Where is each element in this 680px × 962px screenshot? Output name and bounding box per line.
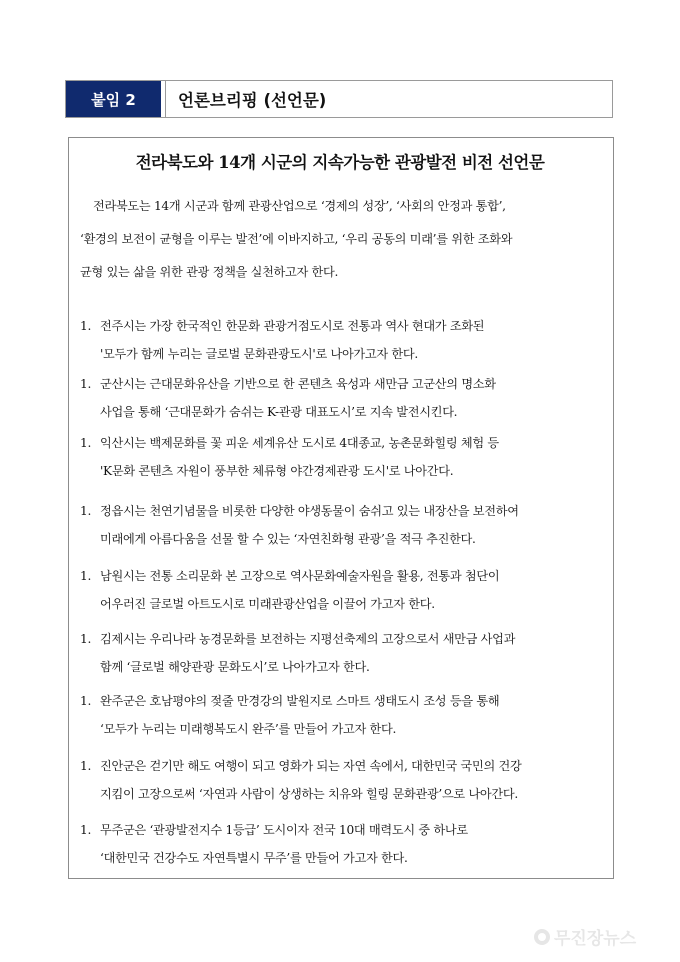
- item-line: 군산시는 근대문화유산을 기반으로 한 콘텐츠 육성과 새만금 고군산의 명소화: [100, 377, 496, 391]
- declaration-item-gimje: [80, 630, 610, 674]
- item-number: 1.: [80, 319, 92, 333]
- item-number: 1.: [80, 569, 92, 583]
- item-line: 완주군은 호남평야의 젖줄 만경강의 발원지로 스마트 생태도시 조성 등을 통해: [100, 694, 500, 708]
- item-number: 1.: [80, 436, 92, 450]
- news-watermark: [534, 924, 636, 949]
- item-line: ‘대한민국 건강수도 자연특별시 무주’를 만들어 가고자 한다.: [100, 851, 408, 865]
- item-line: 진안군은 걷기만 해도 여행이 되고 영화가 되는 자연 속에서, 대한민국 국민의 건강: [100, 759, 522, 773]
- item-line: 남원시는 전통 소리문화 본 고장으로 역사문화예술자원을 활용, 전통과 첨단이: [100, 569, 500, 583]
- declaration-item-jeongeup: [80, 502, 610, 546]
- item-number: 1.: [80, 377, 92, 391]
- item-number: 1.: [80, 504, 92, 518]
- declaration-item-wanju: [80, 692, 610, 736]
- intro-line: 전라북도는 14개 시군과 함께 관광산업으로 ‘경제의 성장’, ‘사회의 안정과 통합’,: [93, 199, 506, 213]
- item-line: 'K문화 콘텐츠 자원이 풍부한 체류형 야간경제관광 도시'로 나아간다.: [100, 464, 454, 478]
- item-number: 1.: [80, 632, 92, 646]
- item-number: 1.: [80, 694, 92, 708]
- intro-line: 균형 있는 삶을 위한 관광 정책을 실천하고자 한다.: [80, 265, 339, 279]
- item-line: 전주시는 가장 한국적인 한문화 관광거점도시로 전통과 역사 현대가 조화된: [100, 319, 485, 333]
- watermark-text: 무진장뉴스: [554, 929, 637, 949]
- declaration-item-jinan: [80, 757, 610, 801]
- document-title: 전라북도와 14개 시군의 지속가능한 관광발전 비전 선언문: [135, 153, 545, 172]
- item-line: '모두가 함께 누리는 글로벌 문화관광도시'로 나아가고자 한다.: [100, 347, 418, 361]
- intro-line: ‘환경의 보전이 균형을 이루는 발전’에 이바지하고, ‘우리 공동의 미래’를 위한 조화와: [80, 232, 513, 246]
- attachment-badge: 붙임 2: [66, 81, 161, 117]
- declaration-item-jeonju: [80, 317, 610, 361]
- item-number: 1.: [80, 823, 92, 837]
- declaration-item-muju: [80, 821, 610, 865]
- declaration-item-namwon: [80, 567, 610, 611]
- item-line: 미래에게 아름다움을 선물 할 수 있는 ‘자연친화형 관광’을 적극 추진한다.: [100, 532, 476, 546]
- item-line: ‘모두가 누리는 미래행복도시 완주’를 만들어 가고자 한다.: [100, 722, 397, 736]
- item-number: 1.: [80, 759, 92, 773]
- mountain-logo-icon: [534, 929, 550, 945]
- item-line: 김제시는 우리나라 농경문화를 보전하는 지평선축제의 고장으로서 새만금 사업과: [100, 632, 516, 646]
- item-line: 함께 ‘글로벌 해양관광 문화도시’로 나아가고자 한다.: [100, 660, 370, 674]
- item-line: 사업을 통해 ‘근대문화가 숨쉬는 K-관광 대표도시’로 지속 발전시킨다.: [100, 405, 458, 419]
- item-line: 지킴이 고장으로써 ‘자연과 사람이 상생하는 치유와 힐링 문화관광’으로 나아간다.: [100, 787, 518, 801]
- attachment-header: [65, 80, 613, 118]
- item-line: 무주군은 ‘관광발전지수 1등급’ 도시이자 전국 10대 매력도시 중 하나로: [100, 823, 468, 837]
- item-line: 정읍시는 천연기념물을 비롯한 다양한 야생동물이 숨쉬고 있는 내장산을 보전하여: [100, 504, 519, 518]
- item-line: 어우러진 글로벌 아트도시로 미래관광산업을 이끌어 가고자 한다.: [100, 597, 435, 611]
- item-line: 익산시는 백제문화를 꽃 피운 세계유산 도시로 4대종교, 농촌문화힐링 체험 등: [100, 436, 499, 450]
- attachment-title: 언론브리핑 (선언문): [178, 91, 327, 110]
- declaration-item-iksan: [80, 434, 610, 478]
- declaration-item-gunsan: [80, 375, 610, 419]
